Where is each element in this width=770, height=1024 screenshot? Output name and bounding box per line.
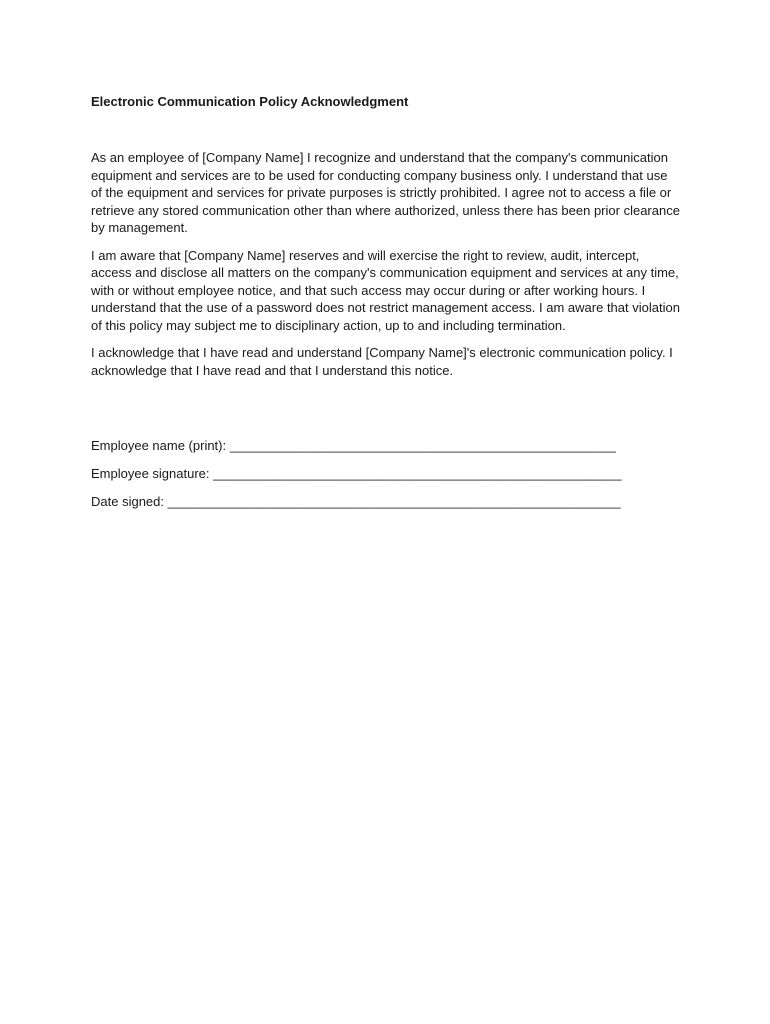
date-signed-label: Date signed:: [91, 494, 168, 509]
signature-fields: [91, 437, 691, 521]
document-body: [91, 149, 681, 389]
employee-name-label: Employee name (print):: [91, 438, 227, 453]
employee-name-line: ____________________________________________________: [229, 438, 617, 453]
employee-signature-field: [91, 465, 691, 493]
document-title: Electronic Communication Policy Acknowledgment: [91, 94, 409, 109]
paragraph-acknowledgment: I acknowledge that I have read and understand [Company Name]'s electronic communication policy. I acknowledge that I have read and that I understand this notice.: [91, 345, 673, 378]
date-signed-field: [91, 493, 691, 521]
paragraph-usage-policy: As an employee of [Company Name] I recognize and understand that the company's communication equipment and services are to be used for conducting company business only. I understand that use of the equipment and services for private purposes is strictly prohibited. I agree not to access a file or retrieve any stored communication other than where authorized, unless there has been prior clearance by management.: [91, 150, 680, 235]
paragraph-monitoring-rights: I am aware that [Company Name] reserves and will exercise the right to review, audit, intercept, access and disclose all matters on the company's communication equipment and services at any time, with or without employee notice, and that such access may occur during or after working hours. I understand that the use of a password does not restrict management access. I am aware that violation of this policy may subject me to disciplinary action, up to and including termination.: [91, 247, 680, 333]
employee-signature-line: _______________________________________________________: [213, 466, 622, 481]
employee-signature-label: Employee signature:: [91, 466, 210, 481]
employee-name-field: [91, 437, 691, 465]
date-signed-line: _____________________________________________________________: [167, 494, 621, 509]
